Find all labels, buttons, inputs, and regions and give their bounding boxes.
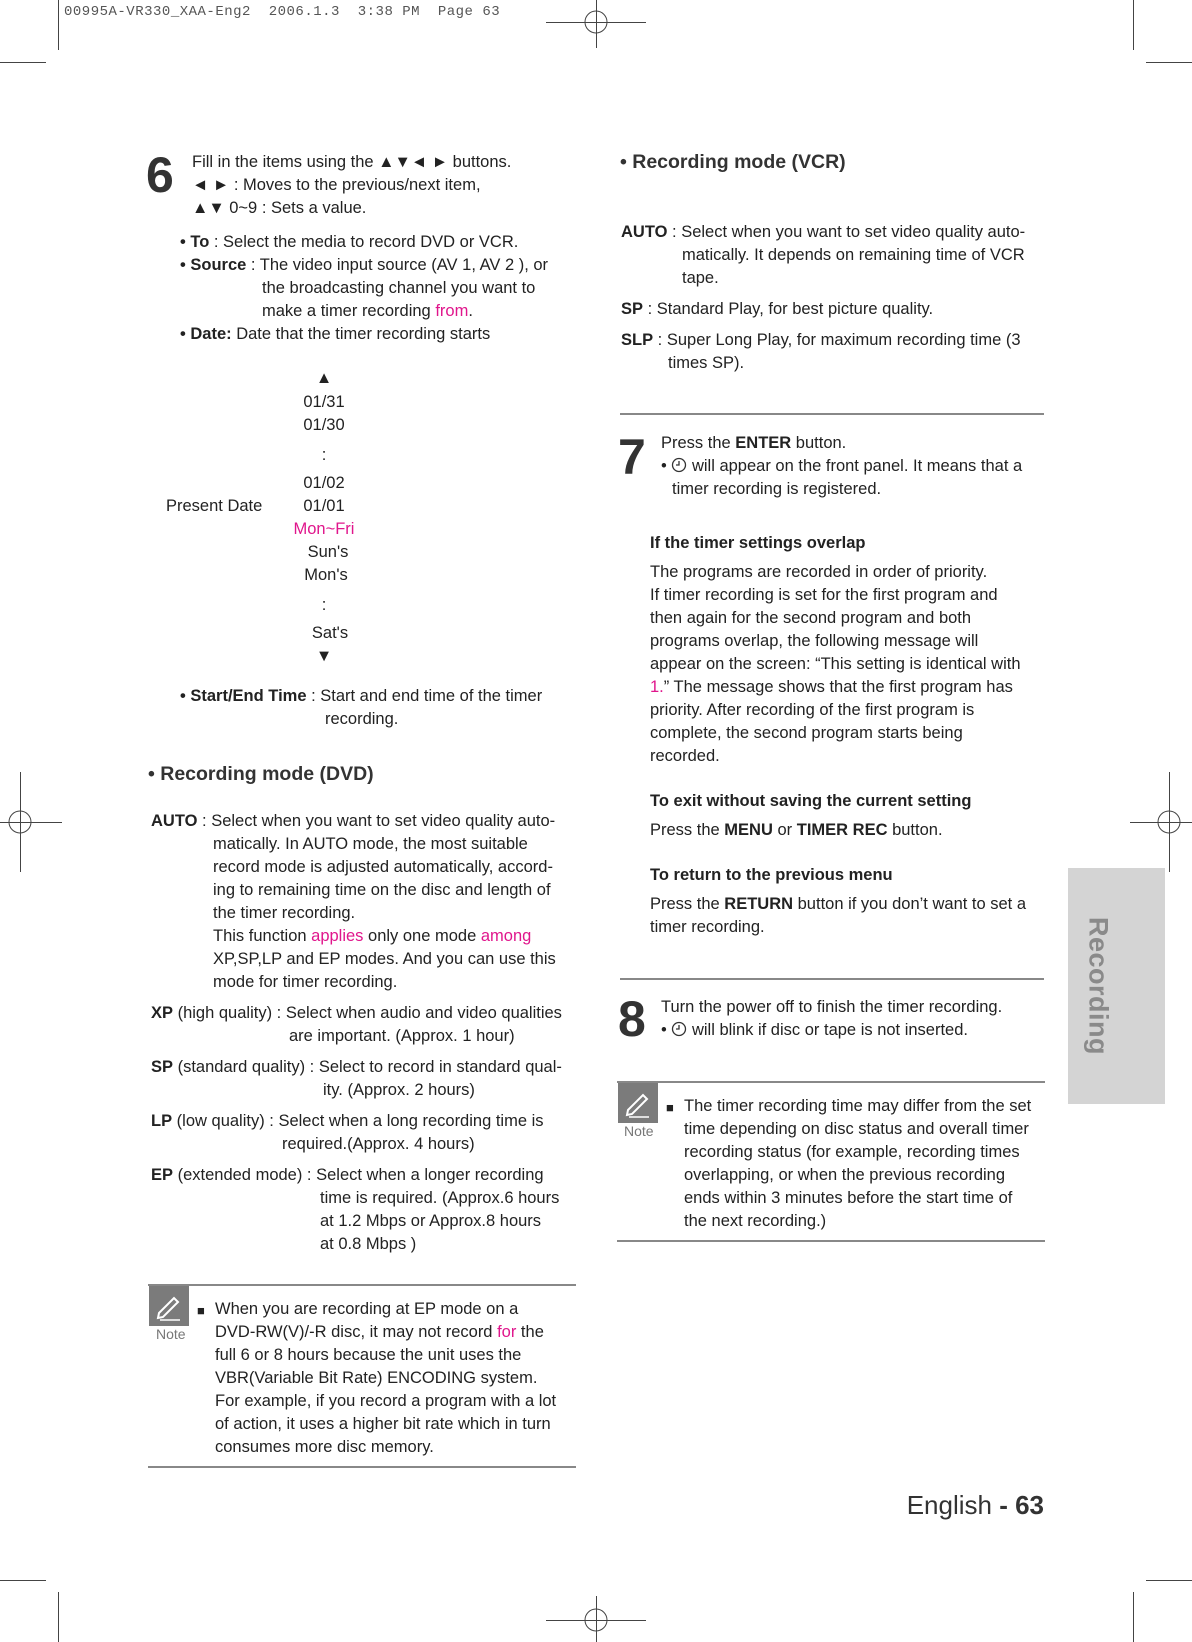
exit-heading: To exit without saving the current setting <box>650 792 972 810</box>
timer-clock-icon <box>671 457 687 473</box>
time-label: • Start/End Time <box>180 687 307 705</box>
note-text: VBR(Variable Bit Rate) ENCODING system. <box>215 1369 538 1387</box>
note-text: consumes more disc memory. <box>215 1438 434 1456</box>
vcr-auto-text: matically. It depends on remaining time of VCR <box>682 246 1025 264</box>
vcr-slp-item: SLP : Super Long Play, for maximum recording time (3 <box>621 331 1021 349</box>
dvd-lp-item: LP (low quality) : Select when a long recording time is <box>151 1112 544 1130</box>
date-text: Date that the timer recording starts <box>231 325 491 343</box>
divider <box>620 978 1044 980</box>
overlap-text: then again for the second program and both <box>650 609 972 627</box>
dvd-ep-text: at 0.8 Mbps ) <box>320 1235 417 1253</box>
note-text: The timer recording time may differ from the set <box>684 1097 1032 1115</box>
overlap-text: If timer recording is set for the first program and <box>650 586 998 604</box>
dvd-auto-text: matically. In AUTO mode, the most suitable <box>213 835 528 853</box>
date-value: Mon~Fri <box>293 520 355 538</box>
dvd-lp-text: required.(Approx. 4 hours) <box>282 1135 475 1153</box>
time-text: recording. <box>325 710 399 728</box>
dvd-auto-text: record mode is adjusted automatically, accord- <box>213 858 553 876</box>
time-item <box>180 685 542 708</box>
dvd-xp-text: are important. (Approx. 1 hour) <box>289 1027 515 1045</box>
step6-line: ◄ ► : Moves to the previous/next item, <box>192 176 481 194</box>
dvd-auto-text: ing to remaining time on the disc and length of <box>213 881 551 899</box>
step7-line: timer recording is registered. <box>672 480 882 498</box>
date-value: 01/31 <box>303 393 345 411</box>
step-number: 7 <box>618 429 644 485</box>
step8-line: • will blink if disc or tape is not inserted. <box>661 1021 968 1039</box>
time-text: : Start and end time of the timer <box>306 687 543 705</box>
source-item <box>180 254 548 277</box>
note-text: When you are recording at EP mode on a <box>215 1300 519 1318</box>
note-pencil-icon <box>149 1286 189 1326</box>
divider <box>617 1081 1045 1083</box>
note-text: full 6 or 8 hours because the unit uses the <box>215 1346 522 1364</box>
dvd-sp-item: SP (standard quality) : Select to record in standard qual- <box>151 1058 562 1076</box>
to-label: • To <box>180 233 210 251</box>
ellipsis: : <box>321 446 327 464</box>
step7-line: Press the ENTER button. <box>661 434 847 452</box>
vcr-auto-item: AUTO : Select when you want to set video quality auto- <box>621 223 1026 241</box>
note-text: ends within 3 minutes before the start time of <box>684 1189 1013 1207</box>
note-pencil-icon <box>618 1083 658 1123</box>
present-date-label: Present Date <box>166 497 263 515</box>
note-text: recording status (for example, recording times <box>684 1143 1020 1161</box>
down-arrow-icon: ▼ <box>315 647 333 665</box>
step-number: 8 <box>618 991 644 1047</box>
note-text: overlapping, or when the previous recording <box>684 1166 1006 1184</box>
vcr-slp-text: times SP). <box>668 354 745 372</box>
note-label: Note <box>156 1326 186 1342</box>
up-arrow-icon: ▲ <box>315 369 333 387</box>
return-text: timer recording. <box>650 918 765 936</box>
return-text: Press the RETURN button if you don’t want to set a <box>650 895 1027 913</box>
vcr-auto-text: tape. <box>682 269 719 287</box>
note-bullet-icon: ■ <box>666 1100 674 1115</box>
note-text: DVD-RW(V)/-R disc, it may not record for the <box>215 1323 544 1341</box>
registration-mark-icon <box>584 10 608 34</box>
overlap-text: The programs are recorded in order of priority. <box>650 563 988 581</box>
step-number: 6 <box>146 147 172 203</box>
source-label: • Source <box>180 256 247 274</box>
source-text: : The video input source (AV 1, AV 2 ), or <box>246 256 549 274</box>
overlap-text: programs overlap, the following message will <box>650 632 979 650</box>
dvd-auto-item: AUTO : Select when you want to set video quality auto- <box>151 812 556 830</box>
to-item <box>180 231 518 254</box>
divider <box>620 413 1044 415</box>
ellipsis: : <box>321 596 327 614</box>
to-text: : Select the media to record DVD or VCR. <box>209 233 519 251</box>
print-slug: 00995A-VR330_XAA-Eng2 2006.1.3 3:38 PM Page 63 <box>64 4 501 20</box>
dvd-auto-text: the timer recording. <box>213 904 356 922</box>
divider <box>148 1466 576 1468</box>
divider <box>617 1240 1045 1242</box>
date-value: Mon's <box>304 566 348 584</box>
overlap-text: recorded. <box>650 747 720 765</box>
registration-mark-icon <box>584 1608 608 1632</box>
dvd-auto-text: XP,SP,LP and EP modes. And you can use this <box>213 950 556 968</box>
return-heading: To return to the previous menu <box>650 866 893 884</box>
date-label: • Date: <box>180 325 232 343</box>
source-text: make a timer recording from. <box>262 302 473 320</box>
step8-line: Turn the power off to finish the timer recording. <box>661 998 1003 1016</box>
dvd-ep-text: at 1.2 Mbps or Approx.8 hours <box>320 1212 542 1230</box>
overlap-text: complete, the second program starts being <box>650 724 963 742</box>
timer-clock-icon <box>671 1021 687 1037</box>
dvd-sp-text: ity. (Approx. 2 hours) <box>323 1081 475 1099</box>
note-text: the next recording.) <box>684 1212 827 1230</box>
overlap-text: appear on the screen: “This setting is identical with <box>650 655 1021 673</box>
dvd-xp-item: XP (high quality) : Select when audio and video qualities <box>151 1004 562 1022</box>
overlap-text: 1.” The message shows that the first program has <box>650 678 1013 696</box>
page-number: English - 63 <box>906 1490 1044 1520</box>
dvd-ep-item: EP (extended mode) : Select when a longer recording <box>151 1166 544 1184</box>
note-text: For example, if you record a program with a lot <box>215 1392 557 1410</box>
note-label: Note <box>624 1123 654 1139</box>
registration-mark-icon <box>8 810 32 834</box>
dvd-ep-text: time is required. (Approx.6 hours <box>320 1189 560 1207</box>
note-text: time depending on disc status and overall timer <box>684 1120 1029 1138</box>
date-value: 01/01 <box>303 497 345 515</box>
dvd-auto-text: This function applies only one mode among <box>213 927 532 945</box>
vcr-section-title: • Recording mode (VCR) <box>620 151 846 173</box>
exit-text: Press the MENU or TIMER REC button. <box>650 821 943 839</box>
dvd-section-title: • Recording mode (DVD) <box>148 763 374 785</box>
step6-line: ▲▼ 0~9 : Sets a value. <box>192 199 367 217</box>
date-value: 01/02 <box>303 474 345 492</box>
dvd-auto-text: mode for timer recording. <box>213 973 398 991</box>
date-value: Sun's <box>307 543 349 561</box>
date-item <box>180 323 490 346</box>
note-bullet-icon: ■ <box>197 1303 205 1318</box>
vcr-sp-item: SP : Standard Play, for best picture quality. <box>621 300 934 318</box>
source-text: the broadcasting channel you want to <box>262 279 536 297</box>
section-side-tab-label: Recording <box>1083 916 1114 1056</box>
step6-line: Fill in the items using the ▲▼◄ ► buttons. <box>192 153 512 171</box>
divider <box>148 1284 576 1286</box>
date-value: Sat's <box>311 624 349 642</box>
note-text: of action, it uses a higher bit rate which in turn <box>215 1415 551 1433</box>
registration-mark-icon <box>1157 810 1181 834</box>
step7-line: • will appear on the front panel. It means that a <box>661 457 1023 475</box>
overlap-heading: If the timer settings overlap <box>650 534 866 552</box>
date-value: 01/30 <box>303 416 345 434</box>
overlap-text: priority. After recording of the first program is <box>650 701 975 719</box>
